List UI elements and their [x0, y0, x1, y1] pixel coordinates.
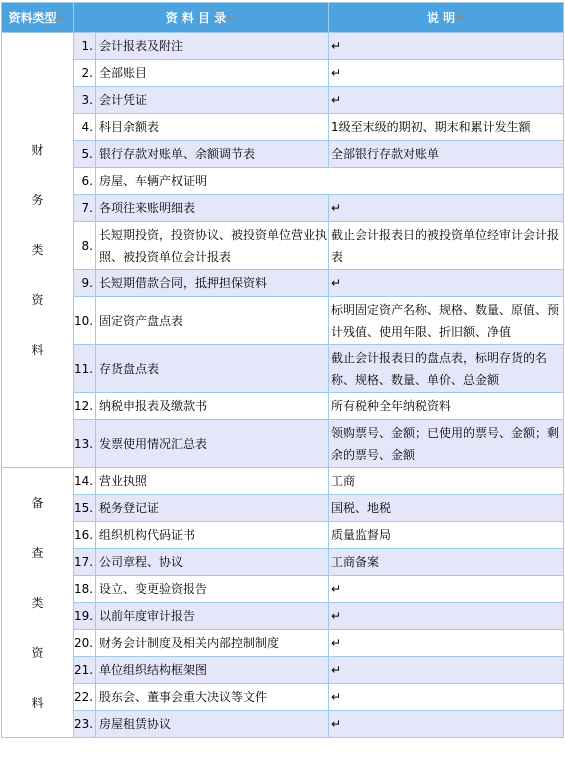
- catalog-item: 全部账目: [96, 60, 329, 87]
- table-row: [2, 420, 564, 468]
- type-label-char: 查: [31, 545, 44, 560]
- item-note: 质量监督局: [329, 522, 564, 549]
- catalog-item: 房屋租赁协议: [96, 711, 329, 738]
- row-number: 8.: [74, 222, 96, 270]
- row-number: 22.: [74, 684, 96, 711]
- catalog-item: 会计凭证: [96, 87, 329, 114]
- table-row: [2, 141, 564, 168]
- table-row: [2, 33, 564, 60]
- row-number: 1.: [74, 33, 96, 60]
- row-number: 20.: [74, 630, 96, 657]
- table-row: [2, 468, 564, 495]
- type-label-char: 财: [31, 143, 44, 157]
- item-note: 截止会计报表日的被投资单位经审计会计报表: [329, 222, 564, 270]
- table-row: [2, 657, 564, 684]
- catalog-item: 长短期投资，投资协议、被投资单位营业执照、被投资单位会计报表: [96, 222, 329, 270]
- item-note: ↵: [329, 684, 564, 711]
- item-note: ↵: [329, 576, 564, 603]
- catalog-item: 存货盘点表: [96, 345, 329, 393]
- table-row: [2, 222, 564, 270]
- table-row: [2, 393, 564, 420]
- item-note: 标明固定资产名称、规格、数量、原值、预计残值、使用年限、折旧额、净值: [329, 297, 564, 345]
- row-number: 17.: [74, 549, 96, 576]
- catalog-item: 以前年度审计报告: [96, 603, 329, 630]
- row-number: 13.: [74, 420, 96, 468]
- header-note: 说 明↵: [329, 3, 564, 33]
- type-label-char: 类: [31, 595, 44, 610]
- catalog-item: 股东会、董事会重大决议等文件: [96, 684, 329, 711]
- catalog-item: 固定资产盘点表: [96, 297, 329, 345]
- item-note: ↵: [329, 657, 564, 684]
- item-note: 截止会计报表日的盘点表，标明存货的名称、规格、数量、单价、总金额: [329, 345, 564, 393]
- item-note: 全部银行存款对账单: [329, 141, 564, 168]
- row-number: 15.: [74, 495, 96, 522]
- catalog-item: 各项往来账明细表: [96, 195, 329, 222]
- type-label-char: 务: [31, 193, 44, 207]
- table-header-row: [2, 3, 564, 33]
- header-type: 资料类型↵: [2, 3, 74, 33]
- item-note: ↵: [329, 603, 564, 630]
- catalog-item: 营业执照: [96, 468, 329, 495]
- row-number: 6.: [74, 168, 96, 195]
- type-label-char: 资: [31, 293, 44, 307]
- catalog-item: 组织机构代码证书: [96, 522, 329, 549]
- catalog-item: 发票使用情况汇总表: [96, 420, 329, 468]
- table-row: [2, 630, 564, 657]
- document-list-table: [1, 2, 564, 738]
- row-number: 7.: [74, 195, 96, 222]
- row-number: 21.: [74, 657, 96, 684]
- row-number: 4.: [74, 114, 96, 141]
- catalog-item: 设立、变更验资报告: [96, 576, 329, 603]
- item-note: 所有税种全年纳税资料: [329, 393, 564, 420]
- table-row: [2, 195, 564, 222]
- row-number: 9.: [74, 270, 96, 297]
- table-row: [2, 711, 564, 738]
- row-number: 23.: [74, 711, 96, 738]
- row-number: 19.: [74, 603, 96, 630]
- table-row: [2, 114, 564, 141]
- table-row: [2, 522, 564, 549]
- row-number: 11.: [74, 345, 96, 393]
- type-label-char: 料: [31, 343, 44, 357]
- table-row: [2, 168, 564, 195]
- row-number: 2.: [74, 60, 96, 87]
- row-number: 5.: [74, 141, 96, 168]
- table-row: [2, 495, 564, 522]
- catalog-item: 财务会计制度及相关内部控制制度: [96, 630, 329, 657]
- table-row: [2, 270, 564, 297]
- table-row: [2, 345, 564, 393]
- catalog-item: 长短期借款合同，抵押担保资料: [96, 270, 329, 297]
- table-body: [2, 33, 564, 738]
- row-number: 10.: [74, 297, 96, 345]
- row-number: 16.: [74, 522, 96, 549]
- type-group-1: [2, 33, 74, 468]
- row-number: 3.: [74, 87, 96, 114]
- catalog-item: 银行存款对账单、余额调节表: [96, 141, 329, 168]
- row-number: 12.: [74, 393, 96, 420]
- type-label-char: 类: [31, 243, 44, 257]
- type-label-char: 备: [31, 495, 44, 510]
- item-note: ↵: [329, 33, 564, 60]
- catalog-item: 房屋、车辆产权证明: [96, 168, 564, 195]
- item-note: ↵: [329, 270, 564, 297]
- catalog-item: 单位组织结构框架图: [96, 657, 329, 684]
- catalog-item: 纳税申报表及缴款书: [96, 393, 329, 420]
- item-note: 1级至末级的期初、期末和累计发生额: [329, 114, 564, 141]
- table-row: [2, 60, 564, 87]
- row-number: 18.: [74, 576, 96, 603]
- item-note: 国税、地税: [329, 495, 564, 522]
- row-number: 14.: [74, 468, 96, 495]
- catalog-item: 税务登记证: [96, 495, 329, 522]
- table-row: [2, 87, 564, 114]
- item-note: 领购票号、金额；已使用的票号、金额；剩余的票号、金额: [329, 420, 564, 468]
- item-note: ↵: [329, 195, 564, 222]
- table-row: [2, 603, 564, 630]
- table-row: [2, 576, 564, 603]
- type-label-char: 资: [31, 645, 44, 660]
- item-note: 工商备案: [329, 549, 564, 576]
- type-group-2: [2, 468, 74, 738]
- header-catalog: 资 料 目 录↵: [74, 3, 329, 33]
- table-row: [2, 297, 564, 345]
- catalog-item: 科目余额表: [96, 114, 329, 141]
- table-row: [2, 549, 564, 576]
- item-note: ↵: [329, 60, 564, 87]
- table-row: [2, 684, 564, 711]
- catalog-item: 会计报表及附注: [96, 33, 329, 60]
- type-label-char: 料: [31, 695, 44, 710]
- item-note: ↵: [329, 711, 564, 738]
- catalog-item: 公司章程、协议: [96, 549, 329, 576]
- item-note: ↵: [329, 87, 564, 114]
- item-note: 工商: [329, 468, 564, 495]
- item-note: ↵: [329, 630, 564, 657]
